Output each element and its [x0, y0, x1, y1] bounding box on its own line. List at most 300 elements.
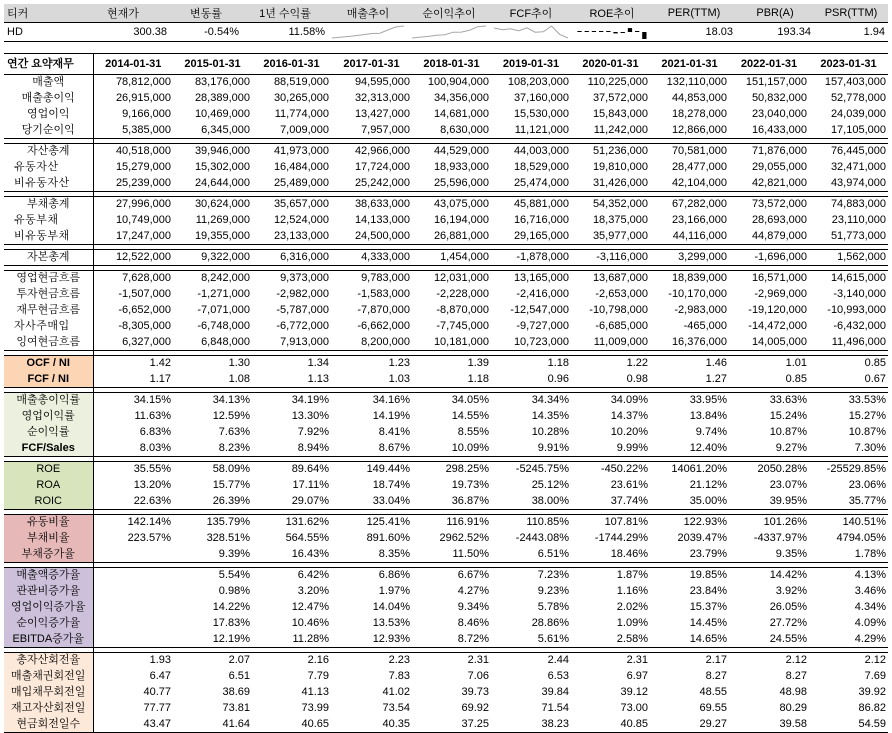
table-cell: 40.85: [571, 717, 650, 733]
table-cell: 16,376,000: [650, 335, 729, 351]
table-cell: 34.34%: [491, 393, 571, 409]
table-cell: 39,946,000: [173, 144, 252, 160]
table-cell: 14.65%: [650, 632, 729, 648]
table-cell: 14.19%: [372, 410, 410, 422]
table-cell: 32,313,000: [354, 92, 410, 104]
table-cell: 24,500,000: [331, 229, 412, 245]
sparkline-path: [494, 26, 568, 38]
row-label: OCF / NI: [4, 356, 93, 372]
table-cell: 15,279,000: [115, 161, 171, 173]
table-cell: 21.12%: [689, 479, 727, 491]
table-cell: 1.01: [729, 356, 809, 372]
table-cell: 1.39: [412, 356, 491, 372]
table-cell: 37,160,000: [513, 92, 569, 104]
table-cell: 69.55: [699, 702, 727, 714]
table-cell: 33.95%: [650, 393, 729, 409]
table-cell: 1.16%: [616, 585, 648, 597]
row-label: 현금회전일수: [4, 717, 93, 733]
table-cell: 41.64: [173, 717, 252, 733]
table-cell: 18.74%: [372, 479, 410, 491]
table-cell: 35,657,000: [252, 197, 331, 213]
table-cell: 9.23%: [537, 585, 569, 597]
table-cell: 26.05%: [769, 601, 807, 613]
table-cell: 11.63%: [134, 410, 171, 422]
table-cell: 24,644,000: [173, 176, 252, 192]
table-cell: 4794.05%: [836, 532, 886, 544]
table-row: [4, 229, 888, 245]
table-cell: 11,009,000: [571, 335, 650, 351]
table-cell: 0.96: [491, 372, 571, 388]
table-cell: 8,242,000: [173, 271, 252, 287]
table-cell: 26,915,000: [115, 92, 171, 104]
table-cell: -6,652,000: [118, 304, 171, 316]
summary-header-price: 현재가: [76, 4, 170, 22]
table-cell: 9.91%: [491, 441, 571, 457]
table-cell: 100,904,000: [412, 75, 491, 91]
change-value: -0.54%: [170, 22, 242, 41]
year-header-6: 2020-01-31: [571, 54, 650, 75]
table-cell: 42,966,000: [331, 144, 412, 160]
row-label: ROE: [4, 462, 93, 478]
table-cell: 8.27: [785, 670, 807, 682]
row-label: 관관비증가율: [4, 584, 93, 600]
summary-header-fcf-trend: FCF추이: [490, 4, 572, 22]
revenue-sparkline-chart: [330, 24, 406, 40]
table-cell: -12,547,000: [510, 304, 569, 316]
net-income-sparkline: [408, 22, 490, 41]
table-cell: 14.37%: [610, 410, 648, 422]
table-cell: 48.55: [699, 686, 727, 698]
table-cell: 40,518,000: [93, 144, 173, 160]
table-cell: 23.61%: [610, 479, 648, 491]
summary-header-per: PER(TTM): [652, 4, 736, 22]
table-cell: 13.84%: [689, 410, 727, 422]
table-cell: 29,165,000: [491, 229, 571, 245]
per-value: 18.03: [652, 22, 736, 41]
table-cell: 1.27: [650, 372, 729, 388]
table-row: [4, 478, 888, 494]
table-cell: 13,427,000: [354, 108, 410, 120]
table-cell: 30,624,000: [173, 197, 252, 213]
table-cell: 2.31: [571, 653, 650, 669]
table-cell: 2.17: [650, 653, 729, 669]
table-row: [4, 425, 888, 441]
table-cell: 37,572,000: [592, 92, 648, 104]
roe-sparkline-chart: [574, 24, 650, 40]
table-cell: 28,477,000: [671, 161, 727, 173]
table-cell: 18,529,000: [513, 161, 569, 173]
table-cell: -2,228,000: [436, 288, 489, 300]
table-row: [4, 123, 888, 139]
table-cell: 16,571,000: [729, 271, 809, 287]
table-cell: 8.46%: [457, 617, 489, 629]
table-cell: 2.16: [252, 653, 331, 669]
table-cell: 7.23%: [491, 568, 571, 584]
table-cell: 12,524,000: [273, 214, 329, 226]
table-cell: 2.02%: [616, 601, 648, 613]
table-cell: 70,581,000: [650, 144, 729, 160]
table-cell: 34,356,000: [433, 92, 489, 104]
table-cell: 15,302,000: [194, 161, 250, 173]
sparkline-bar: [628, 28, 632, 32]
table-cell: 33.53%: [809, 393, 888, 409]
table-cell: 1.22: [571, 356, 650, 372]
table-cell: 12,866,000: [650, 123, 729, 139]
table-cell: 2.23: [331, 653, 412, 669]
table-cell: 44,853,000: [671, 92, 727, 104]
year-header-1: 2015-01-31: [173, 54, 252, 75]
table-cell: 40.77: [143, 686, 171, 698]
table-cell: 78,812,000: [93, 75, 173, 91]
table-row: [4, 441, 888, 457]
table-cell: -7,071,000: [197, 304, 250, 316]
table-cell: 3.46%: [854, 585, 886, 597]
table-cell: 6.51%: [491, 547, 571, 563]
year-header-3: 2017-01-31: [331, 54, 412, 75]
table-cell: 10.87%: [848, 426, 886, 438]
table-cell: 38.23: [491, 717, 571, 733]
table-row: [4, 616, 888, 632]
row-label: 투자현금흐름: [4, 287, 93, 303]
table-cell: 18,839,000: [650, 271, 729, 287]
price-value: 300.38: [76, 22, 170, 41]
table-cell: 101.26%: [729, 515, 809, 531]
table-row: [4, 91, 888, 107]
fcf-sparkline-chart: [492, 24, 570, 40]
table-cell: 10.20%: [610, 426, 648, 438]
table-cell: 54,352,000: [571, 197, 650, 213]
table-cell: 8.55%: [457, 426, 489, 438]
table-cell: 2.31: [412, 653, 491, 669]
table-cell: 3,299,000: [650, 250, 729, 266]
table-cell: 5.78%: [537, 601, 569, 613]
table-row: [4, 547, 888, 563]
table-cell: 45,881,000: [491, 197, 571, 213]
row-label: 영업현금흐름: [4, 271, 93, 287]
table-cell: 11,496,000: [809, 335, 888, 351]
table-cell: 51,236,000: [571, 144, 650, 160]
table-cell: 122.93%: [650, 515, 729, 531]
table-cell: 14,681,000: [433, 108, 489, 120]
table-cell: 7.06: [467, 670, 489, 682]
table-cell: -2,969,000: [754, 288, 807, 300]
table-cell: 16,433,000: [729, 123, 809, 139]
table-cell: 9,373,000: [252, 271, 331, 287]
table-cell: 7.79: [307, 670, 329, 682]
table-row: [4, 531, 888, 547]
table-cell: 41,973,000: [252, 144, 331, 160]
table-cell: 157,403,000: [809, 75, 888, 91]
summary-header-roe-trend: ROE추이: [572, 4, 652, 22]
table-cell: 10,469,000: [194, 108, 250, 120]
table-cell: 9.34%: [457, 601, 489, 613]
table-cell: 73.00: [620, 702, 648, 714]
table-cell: 36.87%: [412, 494, 491, 510]
table-cell: 44,529,000: [412, 144, 491, 160]
net-income-sparkline-chart: [410, 24, 488, 40]
table-cell: 48.98: [779, 686, 807, 698]
table-cell: 23,040,000: [751, 108, 807, 120]
table-cell: 9.74%: [695, 426, 727, 438]
table-cell: -14,472,000: [748, 320, 807, 332]
table-cell: 42,104,000: [650, 176, 729, 192]
table-cell: 10.09%: [412, 441, 491, 457]
table-cell: [93, 584, 173, 600]
table-cell: 25,596,000: [412, 176, 491, 192]
table-cell: 26,881,000: [412, 229, 491, 245]
table-cell: -5245.75%: [491, 462, 571, 478]
table-cell: 12,031,000: [412, 271, 491, 287]
table-cell: 28,693,000: [751, 214, 807, 226]
table-cell: 35,977,000: [571, 229, 650, 245]
table-cell: 18,375,000: [592, 214, 648, 226]
table-cell: 9.39%: [173, 547, 252, 563]
table-cell: -6,685,000: [595, 320, 648, 332]
table-row: [4, 319, 888, 335]
year-header-0: 2014-01-31: [93, 54, 173, 75]
table-cell: 8.72%: [412, 632, 491, 648]
row-label: 매출액: [4, 75, 93, 91]
table-cell: 18.46%: [571, 547, 650, 563]
table-cell: -10,170,000: [668, 288, 727, 300]
table-cell: 107.81%: [571, 515, 650, 531]
sparkline-bar: [599, 31, 603, 32]
row-label: FCF / NI: [4, 372, 93, 388]
summary-header-revenue-trend: 매출추이: [328, 4, 408, 22]
table-row: [4, 160, 888, 176]
table-cell: -6,432,000: [833, 320, 886, 332]
table-row: [4, 632, 888, 648]
summary-header-ticker: 티커: [4, 4, 76, 22]
table-cell: 17,105,000: [809, 123, 888, 139]
table-cell: 142.14%: [93, 515, 173, 531]
table-cell: 13,687,000: [571, 271, 650, 287]
table-cell: 10,749,000: [115, 214, 171, 226]
year-header-4: 2018-01-31: [412, 54, 491, 75]
row-label: EBITDA증가율: [4, 632, 93, 648]
table-cell: -2,982,000: [276, 288, 329, 300]
table-cell: -2,983,000: [674, 304, 727, 316]
row-label: 잉여현금흐름: [4, 335, 93, 351]
table-cell: 1.08: [173, 372, 252, 388]
table-cell: 16,716,000: [513, 214, 569, 226]
table-cell: [93, 568, 173, 584]
row-label: 부채비율: [4, 531, 93, 547]
row-label: 유동비율: [4, 515, 93, 531]
table-cell: 14.22%: [212, 601, 250, 613]
row-label: 부채증가율: [4, 547, 93, 563]
table-cell: 14.42%: [729, 568, 809, 584]
table-cell: 9.35%: [729, 547, 809, 563]
table-cell: 43,974,000: [809, 176, 888, 192]
table-corner-label: 연간 요약재무: [4, 54, 93, 75]
table-cell: 9.27%: [729, 441, 809, 457]
table-cell: -7,870,000: [357, 304, 410, 316]
table-cell: 8,200,000: [331, 335, 412, 351]
row-label: 재무현금흐름: [4, 303, 93, 319]
table-cell: 12.19%: [173, 632, 252, 648]
table-cell: 31,426,000: [571, 176, 650, 192]
table-row: [4, 701, 888, 717]
table-row: [4, 144, 888, 160]
table-cell: -3,140,000: [833, 288, 886, 300]
table-cell: 1.30: [173, 356, 252, 372]
table-cell: 1.46: [650, 356, 729, 372]
table-row: [4, 393, 888, 409]
table-cell: 2.12: [729, 653, 809, 669]
table-cell: [93, 616, 173, 632]
table-cell: 25,489,000: [252, 176, 331, 192]
revenue-sparkline: [328, 22, 408, 41]
table-row: [4, 176, 888, 192]
table-cell: 54.59: [809, 717, 888, 733]
psr-value: 1.94: [814, 22, 888, 41]
table-cell: 39.12: [620, 686, 648, 698]
table-cell: 140.51%: [809, 515, 888, 531]
table-cell: 34.09%: [571, 393, 650, 409]
table-row: [4, 717, 888, 733]
table-cell: 6.42%: [252, 568, 331, 584]
sparkline-bar: [606, 31, 610, 32]
table-cell: 43.47: [93, 717, 173, 733]
table-cell: -9,727,000: [516, 320, 569, 332]
table-row: [4, 250, 888, 266]
table-cell: 2.07: [173, 653, 252, 669]
table-cell: 41.02: [382, 686, 410, 698]
sparkline-bar: [577, 31, 581, 32]
table-cell: 4.13%: [809, 568, 888, 584]
table-cell: 4.34%: [854, 601, 886, 613]
table-row: [4, 213, 888, 229]
table-cell: 132,110,000: [650, 75, 729, 91]
table-cell: 88,519,000: [252, 75, 331, 91]
row-label: 자본총계: [4, 250, 93, 266]
table-cell: 37.25: [412, 717, 491, 733]
table-cell: 34.19%: [252, 393, 331, 409]
row-label: 영업이익률: [4, 409, 93, 425]
table-cell: 8.41%: [378, 426, 410, 438]
row-label: 재고자산회전일: [4, 701, 93, 717]
table-row: [4, 462, 888, 478]
table-cell: 10,723,000: [491, 335, 571, 351]
table-cell: 1.18: [491, 356, 571, 372]
roe-sparkline: [572, 22, 652, 41]
table-cell: 73,572,000: [729, 197, 809, 213]
table-cell: 14.45%: [689, 617, 727, 629]
table-cell: 0.98%: [218, 585, 250, 597]
table-cell: 17,724,000: [354, 161, 410, 173]
table-cell: 12.59%: [212, 410, 250, 422]
table-cell: -25529.85%: [809, 462, 888, 478]
table-cell: 23.06%: [848, 479, 886, 491]
table-cell: -2443.08%: [515, 532, 569, 544]
table-row: [4, 372, 888, 388]
table-cell: 29,055,000: [751, 161, 807, 173]
summary-value-row: [4, 22, 888, 41]
table-cell: 6.83%: [139, 426, 171, 438]
table-cell: -1,507,000: [118, 288, 171, 300]
table-cell: 58.09%: [173, 462, 252, 478]
table-cell: -6,662,000: [357, 320, 410, 332]
table-cell: 18,278,000: [671, 108, 727, 120]
table-cell: 15.77%: [212, 479, 250, 491]
table-cell: -1744.29%: [594, 532, 648, 544]
table-cell: 12.47%: [291, 601, 329, 613]
table-cell: 73.81: [222, 702, 250, 714]
table-cell: 110,225,000: [571, 75, 650, 91]
table-cell: 1.03: [331, 372, 412, 388]
table-cell: 7,009,000: [252, 123, 331, 139]
financial-summary-table: [4, 53, 888, 733]
table-cell: 52,778,000: [830, 92, 886, 104]
table-cell: 28,389,000: [194, 92, 250, 104]
table-cell: 10.87%: [769, 426, 807, 438]
table-cell: [93, 632, 173, 648]
table-cell: 6.67%: [412, 568, 491, 584]
row-label: 총자산회전율: [4, 653, 93, 669]
row-label: 매출총이익: [4, 91, 93, 107]
table-cell: 42,821,000: [729, 176, 809, 192]
table-cell: 71.54: [541, 702, 569, 714]
row-label: FCF/Sales: [4, 441, 93, 457]
table-cell: 116.91%: [412, 515, 491, 531]
table-cell: 35.55%: [93, 462, 173, 478]
table-cell: -1,878,000: [491, 250, 571, 266]
table-cell: 2962.52%: [439, 532, 489, 544]
summary-header-pbr: PBR(A): [736, 4, 814, 22]
table-cell: -10,993,000: [827, 304, 886, 316]
table-cell: 8.27: [705, 670, 727, 682]
table-cell: 39.84: [541, 686, 569, 698]
table-cell: 9,783,000: [331, 271, 412, 287]
table-cell: 41.13: [301, 686, 329, 698]
table-cell: 71,876,000: [729, 144, 809, 160]
table-cell: 13,165,000: [491, 271, 571, 287]
table-cell: -5,787,000: [276, 304, 329, 316]
table-cell: 89.64%: [252, 462, 331, 478]
table-row: [4, 494, 888, 510]
row-label: 비유동자산: [4, 176, 93, 192]
ticker-value: HD: [4, 22, 76, 41]
table-cell: 14.04%: [372, 601, 410, 613]
row-label: 자산총계: [4, 144, 93, 160]
table-cell: 1.18: [412, 372, 491, 388]
table-cell: 73.54: [382, 702, 410, 714]
table-cell: 1.87%: [571, 568, 650, 584]
table-cell: 1.42: [93, 356, 173, 372]
table-cell: 44,116,000: [650, 229, 729, 245]
table-cell: 1.97%: [378, 585, 410, 597]
table-cell: 6.97: [626, 670, 648, 682]
table-cell: -6,772,000: [276, 320, 329, 332]
summary-table: [4, 4, 888, 42]
table-row: [4, 197, 888, 213]
table-cell: 0.85: [729, 372, 809, 388]
return-value: 11.58%: [242, 22, 328, 41]
table-cell: -1,271,000: [197, 288, 250, 300]
table-row: [4, 568, 888, 584]
table-cell: 7,913,000: [252, 335, 331, 351]
table-cell: 11,121,000: [491, 123, 571, 139]
table-cell: 18,933,000: [433, 161, 489, 173]
table-row: [4, 515, 888, 531]
summary-header-change: 변동률: [170, 4, 242, 22]
table-cell: 25,242,000: [331, 176, 412, 192]
table-cell: -6,748,000: [197, 320, 250, 332]
table-cell: -7,745,000: [436, 320, 489, 332]
table-cell: 110.85%: [491, 515, 571, 531]
table-cell: 23,133,000: [252, 229, 331, 245]
